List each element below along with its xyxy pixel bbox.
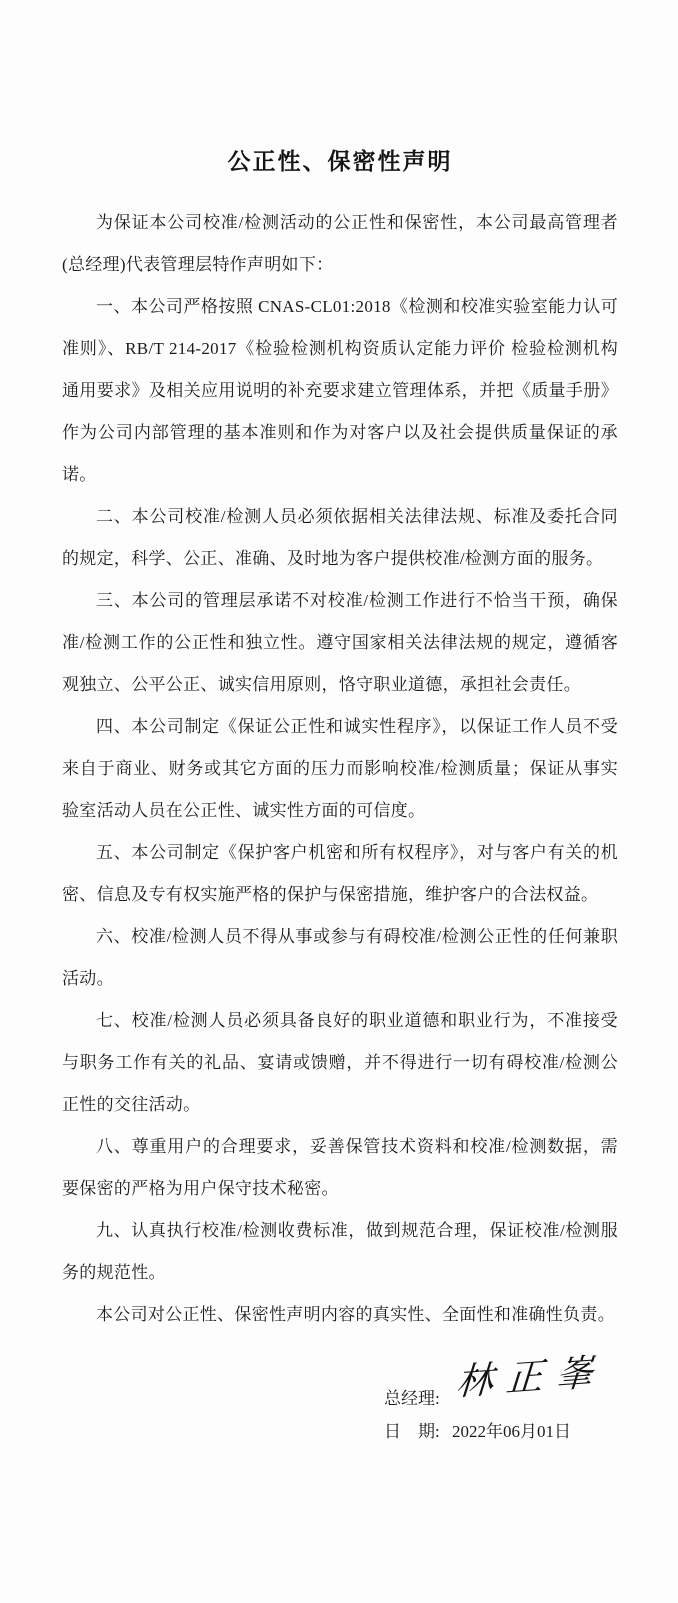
document-body: [62, 202, 618, 1336]
ceo-handwritten-signature: 林正峯: [454, 1352, 607, 1404]
statement-item-1: 一、本公司严格按照 CNAS-CL01:2018《检测和校准实验室能力认可准则》、RB/T 214-2017《检验检测机构资质认定能力评价 检验检测机构通用要求》及相关应用说明的补充要求建立管理体系，并把《质量手册》作为公司内部管理的基本准则和作为对客户以及社会提供质量保证的承诺。: [62, 297, 618, 484]
statement-item-4: 四、本公司制定《保证公正性和诚实性程序》，以保证工作人员不受来自于商业、财务或其它方面的压力而影响校准/检测质量；保证从事实验室活动人员在公正性、诚实性方面的可信度。: [62, 717, 618, 820]
closing-paragraph: 本公司对公正性、保密性声明内容的真实性、全面性和准确性负责。: [96, 1305, 615, 1324]
document-title: 公正性、保密性声明: [227, 149, 453, 174]
statement-item-6: 六、校准/检测人员不得从事或参与有碍校准/检测公正性的任何兼职活动。: [62, 927, 618, 988]
statement-item-9: 九、认真执行校准/检测收费标准，做到规范合理，保证校准/检测服务的规范性。: [62, 1221, 618, 1282]
signature-block: [62, 1352, 618, 1446]
date-value: 2022年06月01日: [451, 1422, 571, 1441]
statement-item-8: 八、尊重用户的合理要求，妥善保管技术资料和校准/检测数据，需要保密的严格为用户保守技术秘密。: [62, 1137, 618, 1198]
statement-item-3: 三、本公司的管理层承诺不对校准/检测工作进行不恰当干预，确保准/检测工作的公正性和独立性。遵守国家相关法律法规的规定，遵循客观独立、公平公正、诚实信用原则，恪守职业道德，承担社会责任。: [62, 591, 618, 694]
statement-item-7: 七、校准/检测人员必须具备良好的职业道德和职业行为，不准接受与职务工作有关的礼品、宴请或馈赠，并不得进行一切有碍校准/检测公正性的交往活动。: [62, 1011, 618, 1114]
statement-item-2: 二、本公司校准/检测人员必须依据相关法律法规、标准及委托合同的规定，科学、公正、准确、及时地为客户提供校准/检测方面的服务。: [62, 507, 618, 568]
intro-paragraph: 为保证本公司校准/检测活动的公正性和保密性，本公司最高管理者(总经理)代表管理层特作声明如下：: [62, 213, 618, 274]
ceo-signature-row: [384, 1352, 618, 1412]
statement-item-5: 五、本公司制定《保护客户机密和所有权程序》，对与客户有关的机密、信息及专有权实施严格的保护与保密措施，维护客户的合法权益。: [62, 843, 618, 904]
date-row: [384, 1418, 618, 1446]
ceo-role-label: 总经理:: [384, 1389, 440, 1408]
date-label: 日 期:: [384, 1422, 440, 1441]
